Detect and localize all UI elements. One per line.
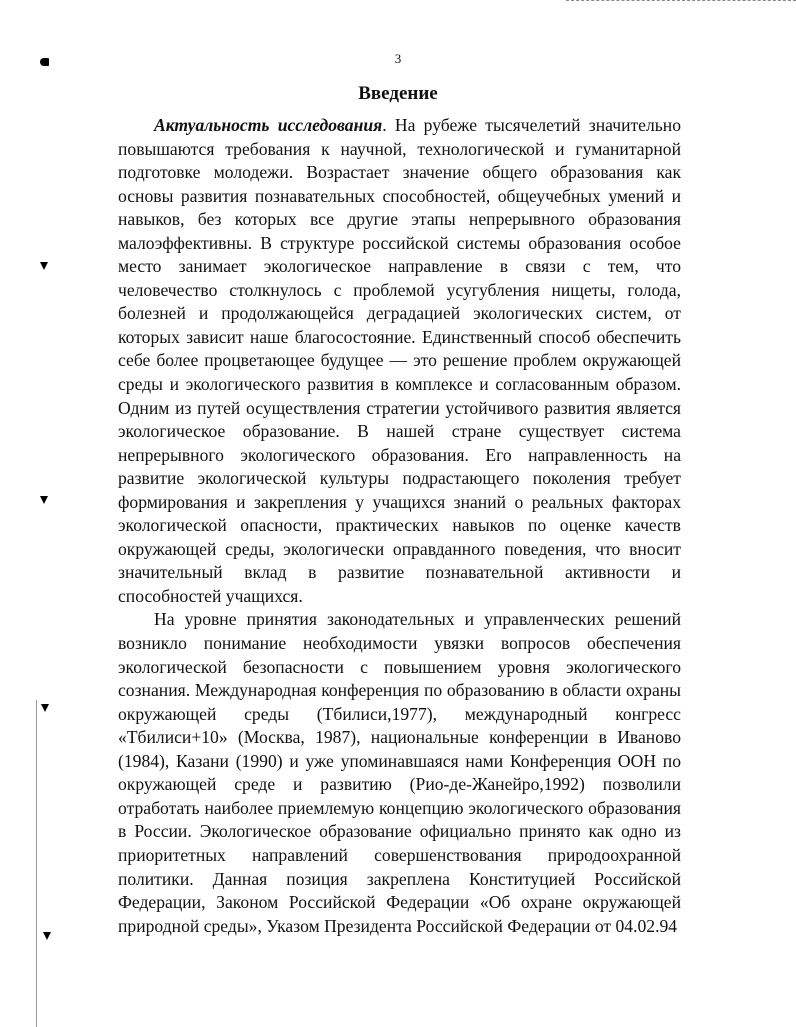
paragraph-lead: Актуальность исследования: [154, 115, 383, 135]
body-text: [118, 114, 681, 938]
binding-hole-mark: [43, 932, 51, 940]
paragraph: [118, 608, 681, 938]
scan-top-rule: [566, 0, 796, 1]
binding-hole-mark: [40, 496, 48, 504]
paragraph: [118, 114, 681, 608]
binding-hole-mark: [40, 262, 48, 270]
paragraph-text: . На рубеже тысячелетий значительно повышаются требования к научной, технологической и гуманитарной подготовке молодежи. Возрастает значение общего образования как основы развития познавательных способностей, общеучебных умений и навыков, без которых все другие этапы непрерывного образования малоэффективны. В структуре российской системы образования особое место занимает экологическое направление в связи с тем, что человечество столкнулось с проблемой усугубления нищеты, голода, болезней и продолжающейся деградацией экологических систем, от которых зависит наше благосостояние. Единственный способ обеспечить себе более процветающее будущее — это решение проблем окружающей среды и экологического развития в комплексе и согласованным образом. Одним из путей осуществления стратегии устойчивого развития является экологическое образование. В нашей стране существует система непрерывного экологического образования. Его направленность на развитие экологической культуры подрастающего поколения требует формирования и закрепления у учащихся знаний о реальных факторах экологической опасности, практических навыков по оценке качеств окружающей среды, экологически оправданного поведения, что вносит значительный вклад в развитие познавательной активности и способностей учащихся.: [118, 115, 681, 606]
section-title: Введение: [358, 83, 438, 104]
page-number: 3: [394, 51, 402, 66]
paragraph-text: На уровне принятия законодательных и управленческих решений возникло понимание необходимости увязки вопросов обеспечения экологической безопасности с повышением уровня экологического сознания. Международная конференция по образованию в области охраны окружающей среды (Тбилиси,1977), международный конгресс «Тбилиси+10» (Москва, 1987), национальные конференции в Иваново (1984), Казани (1990) и уже упоминавшаяся нами Конференция ООН по окружающей среде и развитию (Рио-де-Жанейро,1992) позволили отработать наиболее приемлемую концепцию экологического образования в России. Экологическое образование официально принято как одно из приоритетных направлений совершенствования природоохранной политики. Данная позиция закреплена Конституцией Российской Федерации, Законом Российской Федерации «Об охране окружающей природной среды», Указом Президента Российской Федерации от 04.02.94: [118, 609, 681, 936]
binding-hole-mark: [41, 704, 49, 712]
scan-margin-line: [36, 700, 37, 1027]
